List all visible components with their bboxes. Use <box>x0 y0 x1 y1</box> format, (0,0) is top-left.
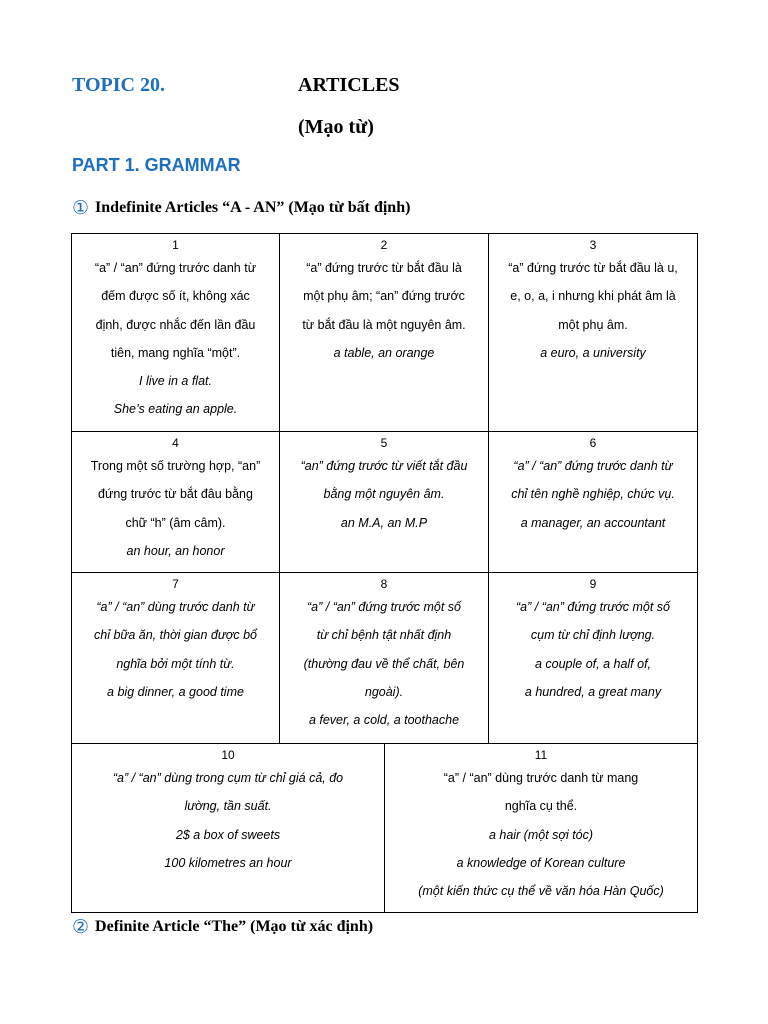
cell-line: từ chỉ bệnh tật nhất định <box>316 628 452 643</box>
cell-example: 2$ a box of sweets <box>175 827 281 842</box>
cell-line: “a” / “an” đứng trước danh từ <box>513 459 673 473</box>
cell-example: a euro, a university <box>540 345 646 360</box>
cell-example: a hundred, a great many <box>524 684 662 699</box>
cell-line: lường, tần suất. <box>184 799 272 814</box>
cell-line: chỉ tên nghề nghiệp, chức vụ. <box>511 487 675 502</box>
cell-number: 7 <box>172 577 179 591</box>
cell-line: một phụ âm; “an” đứng trước <box>303 289 465 304</box>
table-cell-7 <box>72 573 280 744</box>
cell-line: chữ “h” (âm câm). <box>125 515 226 530</box>
cell-line: cụm từ chỉ định lượng. <box>530 628 656 643</box>
cell-example: a knowledge of Korean culture <box>456 855 626 870</box>
section-heading-definite <box>72 916 373 938</box>
articles-table <box>71 233 698 913</box>
cell-line: đứng trước từ bắt đâu bằng <box>98 487 253 502</box>
circled-two-icon: ② <box>72 916 90 938</box>
cell-example: a fever, a cold, a toothache <box>308 713 460 728</box>
cell-line: ngoài). <box>364 684 404 699</box>
cell-number: 9 <box>589 577 597 591</box>
section-title: Definite Article “The” (Mạo từ xác định) <box>95 918 374 935</box>
cell-example: (một kiến thức cụ thể về văn hóa Hàn Quốc) <box>418 884 664 899</box>
cell-number: 4 <box>172 436 179 450</box>
cell-line: “a” / “an” đứng trước danh từ <box>94 261 257 275</box>
cell-example: a couple of, a half of, <box>534 656 652 671</box>
cell-line: Trong một số trường hợp, “an” <box>90 459 261 473</box>
table-cell-1 <box>72 234 280 432</box>
cell-example: I live in a flat. <box>139 374 212 389</box>
cell-line: từ bắt đầu là một nguyên âm. <box>302 317 466 332</box>
page-title: ARTICLES <box>298 74 400 96</box>
cell-line: “a” đứng trước từ bắt đầu là <box>306 261 462 275</box>
table-cell-11 <box>385 744 697 912</box>
cell-line: e, o, a, i nhưng khi phát âm là <box>510 289 676 304</box>
cell-line: “a” / “an” dùng trước danh từ <box>96 600 255 614</box>
cell-line: nghĩa bởi một tính từ. <box>116 656 235 671</box>
cell-line: “a” / “an” dùng trước danh từ mang <box>443 771 639 785</box>
cell-line: nghĩa cụ thể. <box>504 799 578 814</box>
cell-line: “a” đứng trước từ bắt đầu là u, <box>508 261 678 275</box>
cell-example: an hour, an honor <box>126 543 225 558</box>
circled-one-icon: ① <box>72 197 90 219</box>
cell-example: a manager, an accountant <box>520 515 666 530</box>
cell-example: a big dinner, a good time <box>107 684 244 699</box>
cell-line: (thường đau về thể chất, bên <box>303 656 465 671</box>
table-cell-10 <box>72 744 385 912</box>
cell-line: bằng một nguyên âm. <box>323 487 445 502</box>
cell-example: a hair (một sợi tóc) <box>488 827 594 842</box>
table-cell-8 <box>280 573 489 744</box>
table-cell-5 <box>280 432 489 573</box>
cell-number: 5 <box>380 436 388 450</box>
section-title: Indefinite Articles “A - AN” (Mạo từ bất định) <box>95 199 411 216</box>
table-cell-6 <box>489 432 697 573</box>
table-cell-3 <box>489 234 697 432</box>
cell-number: 3 <box>589 238 597 252</box>
cell-number: 1 <box>172 238 179 252</box>
cell-example: 100 kilometres an hour <box>164 855 292 870</box>
cell-number: 8 <box>380 577 388 591</box>
cell-number: 10 <box>221 748 235 762</box>
cell-line: “a” / “an” đứng trước một số <box>307 600 461 614</box>
part-heading: PART 1. GRAMMAR <box>72 155 241 175</box>
table-cell-4 <box>72 432 280 573</box>
cell-line: tiên, mang nghĩa “một”. <box>110 345 241 360</box>
table-cell-9 <box>489 573 697 744</box>
cell-number: 6 <box>589 436 597 450</box>
cell-line: một phụ âm. <box>558 317 628 332</box>
cell-line: “an” đứng trước từ viết tắt đầu <box>300 459 468 473</box>
section-heading-indefinite <box>72 197 410 219</box>
cell-line: chỉ bữa ăn, thời gian được bổ <box>94 628 257 643</box>
table-cell-2 <box>280 234 489 432</box>
cell-example: an M.A, an M.P <box>340 515 428 530</box>
cell-number: 2 <box>380 238 388 252</box>
cell-number: 11 <box>534 748 548 762</box>
cell-example: She’s eating an apple. <box>113 402 238 417</box>
cell-line: định, được nhắc đến lần đầu <box>95 317 256 332</box>
cell-line: “a” / “an” dùng trong cụm từ chỉ giá cả, đo <box>112 771 344 785</box>
topic-label: TOPIC 20. <box>72 74 165 96</box>
cell-line: đếm được số ít, không xác <box>101 289 250 304</box>
page-subtitle: (Mạo từ) <box>298 116 374 138</box>
cell-line: “a” / “an” đứng trước một số <box>516 600 670 614</box>
cell-example: a table, an orange <box>333 345 435 360</box>
